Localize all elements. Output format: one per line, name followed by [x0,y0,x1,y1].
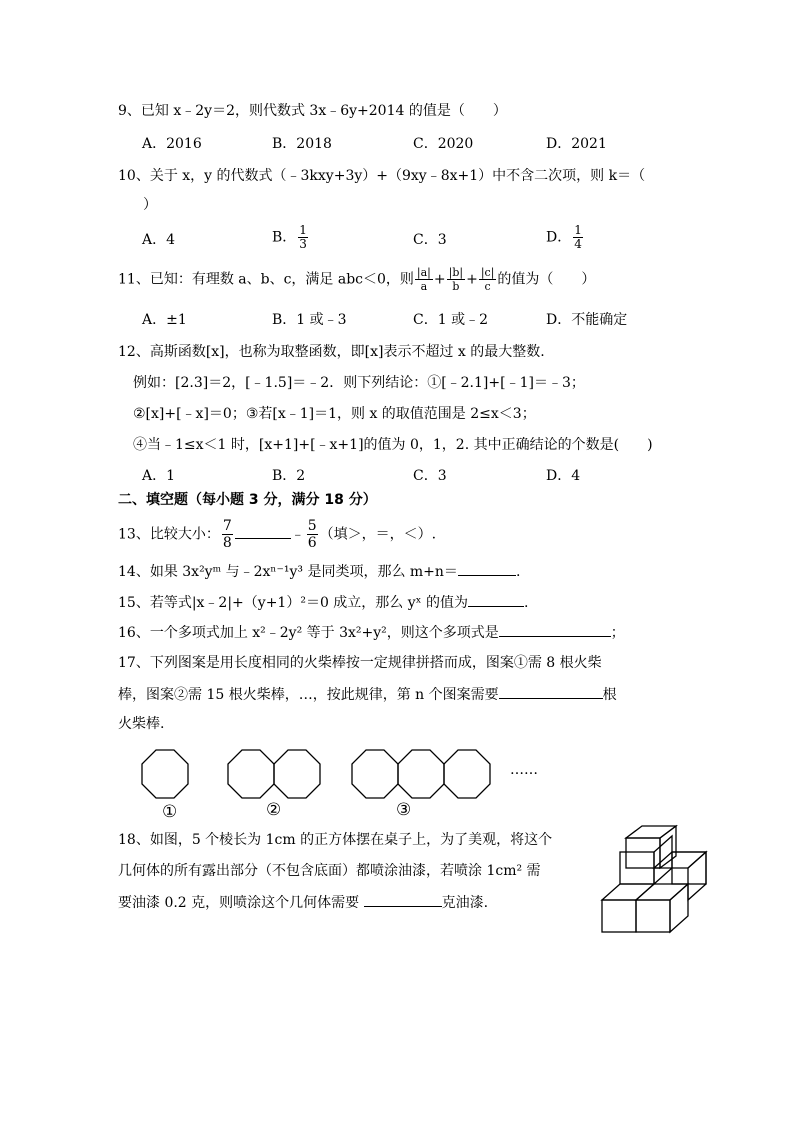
fraction-numerator: |b| [448,266,464,279]
q15-text: 15、若等式|x﹣2|+（y+1）²＝0 成立，那么 yˣ 的值为 [118,595,469,611]
q18-line-3-pre: 要油漆 0.2 克，则喷涂这个几何体需要 [118,895,360,911]
q10-option-b [272,224,310,251]
q12-stem: 12、高斯函数[x]，也称为取整函数，即[x]表示不超过 x 的最大整数. [118,344,545,360]
q18-line-2: 几何体的所有露出部分（不包含底面）都喷涂油漆，若喷涂 1cm² 需 [118,863,541,879]
q10-option-b-fraction [298,224,308,251]
q11-stem [118,266,595,293]
q11-option-a: A．±1 [142,312,187,328]
plus-sign: + [466,271,478,288]
q11-stem-post: 的值为（ ） [497,271,596,288]
q17-line-2-post: 根 [602,687,617,703]
q17-line-3: 火柴棒. [118,716,165,732]
fraction-numerator: 1 [574,223,582,237]
q12-line-2: 例如：[2.3]＝2，[﹣1.5]＝﹣2．则下列结论：①[﹣2.1]+[﹣1]＝﹣3； [133,375,585,391]
q13-fraction-1 [222,518,233,551]
q13-fraction-2 [307,518,318,551]
q10-stem-cont: ） [143,197,157,213]
fraction-numerator: |c| [480,266,495,279]
pattern-continuation-dots: …… [510,762,538,778]
q13 [118,518,436,551]
q12-option-a: A．1 [142,468,176,484]
q18-line-3-post: 克油漆. [441,895,489,911]
q12-line-3: ②[x]+[﹣x]＝0；③若[x﹣1]＝1，则 x 的取值范围是 2≤x＜3； [133,406,536,422]
matchstick-pattern-figure [130,740,550,830]
q9-option-c: C．2020 [413,136,474,152]
q9-option-d: D．2021 [546,136,607,152]
q10-option-d-label: D． [546,229,572,246]
q11-fraction-b [447,266,465,293]
q16-end: ； [610,625,625,641]
q12-line-4: ④当﹣1≤x＜1 时，[x+1]+[﹣x+1]的值为 0，1，2. 其中正确结论的个数是( ) [133,437,653,453]
q11-stem-pre: 11、已知：有理数 a、b、c，满足 abc＜0，则 [118,271,414,288]
q12-option-c: C．3 [413,468,447,484]
q10-option-d-fraction [573,224,583,251]
q16-answer-blank [499,622,611,637]
q17-line-2 [118,684,617,705]
fraction-numerator: 5 [307,518,317,534]
plus-sign: + [433,271,446,288]
fraction-denominator: 3 [299,237,307,251]
fraction-numerator: 7 [222,518,232,534]
q16-text: 16、一个多项式加上 x²﹣2y² 等于 3x²+y²，则这个多项式是 [118,625,499,641]
q10-option-a: A．4 [142,232,176,248]
q11-option-b: B．1 或﹣3 [272,312,347,328]
q18-line-1: 18、如图，5 个棱长为 1cm 的正方体摆在桌子上，为了美观，将这个 [118,832,553,848]
fraction-denominator: b [452,280,460,293]
q9-option-a: A．2016 [142,136,202,152]
octagon-shape [228,750,274,798]
q15: 15、若等式|x﹣2|+（y+1）²＝0 成立，那么 yˣ 的值为 . [118,592,529,613]
section-heading: 二、填空题（每小题 3 分，满分 18 分） [118,492,377,508]
fraction-numerator: 1 [299,223,307,237]
fraction-denominator: 6 [307,535,317,551]
q14: 14、如果 3x²yᵐ 与﹣2xⁿ⁻¹y³ 是同类项，那么 m+n＝ . [118,561,520,582]
octagon-shape [352,750,398,798]
q9-option-b: B．2018 [272,136,332,152]
q12-option-b: B．2 [272,468,306,484]
octagon-shape [398,750,444,798]
fraction-denominator: c [484,280,491,293]
q9-stem: 9、已知 x﹣2y＝2，则代数式 3x﹣6y+2014 的值是（ ） [118,103,507,119]
fraction-denominator: a [420,280,428,293]
q15-answer-blank [468,592,524,607]
q14-text: 14、如果 3x²yᵐ 与﹣2xⁿ⁻¹y³ 是同类项，那么 m+n＝ [118,564,458,580]
pattern-label-2: ② [266,800,282,820]
octagon-shape [274,750,320,798]
q10-option-c: C．3 [413,232,447,248]
q13-post: （填＞，＝，＜）. [319,526,437,543]
q18-line-3 [118,892,488,913]
q17-line-1: 17、下列图案是用长度相同的火柴棒按一定规律拼搭而成，图案①需 8 根火柴 [118,655,602,671]
q14-answer-blank [458,561,516,576]
q17-answer-blank [499,684,603,699]
minus-sign: ﹣ [290,526,305,543]
q18-answer-blank [364,892,442,907]
q11-fraction-a [415,266,433,293]
q17-line-2-pre: 棒，图案②需 15 根火柴棒，…，按此规律，第 n 个图案需要 [118,687,499,703]
pattern-label-1: ① [162,802,178,822]
q13-pre: 13、比较大小： [118,526,220,543]
fraction-numerator: |a| [416,266,431,279]
fraction-denominator: 4 [574,237,582,251]
q11-option-d: D．不能确定 [546,312,628,328]
q10-option-b-label: B． [272,229,297,246]
octagon-shape [444,750,490,798]
q11-fraction-c [479,266,497,293]
q12-option-d: D．4 [546,468,581,484]
q10-stem: 10、关于 x，y 的代数式（﹣3kxy+3y）+（9xy﹣8x+1）中不含二次项，则 k＝（ [118,168,646,184]
q13-answer-blank [235,524,291,539]
q11-option-c: C．1 或﹣2 [413,312,488,328]
fraction-denominator: 8 [222,535,232,551]
pattern-label-3: ③ [396,800,412,820]
octagon-shape [142,750,188,798]
q16 [118,622,625,643]
q10-option-d [546,224,585,251]
stacked-cubes-figure [598,824,710,936]
